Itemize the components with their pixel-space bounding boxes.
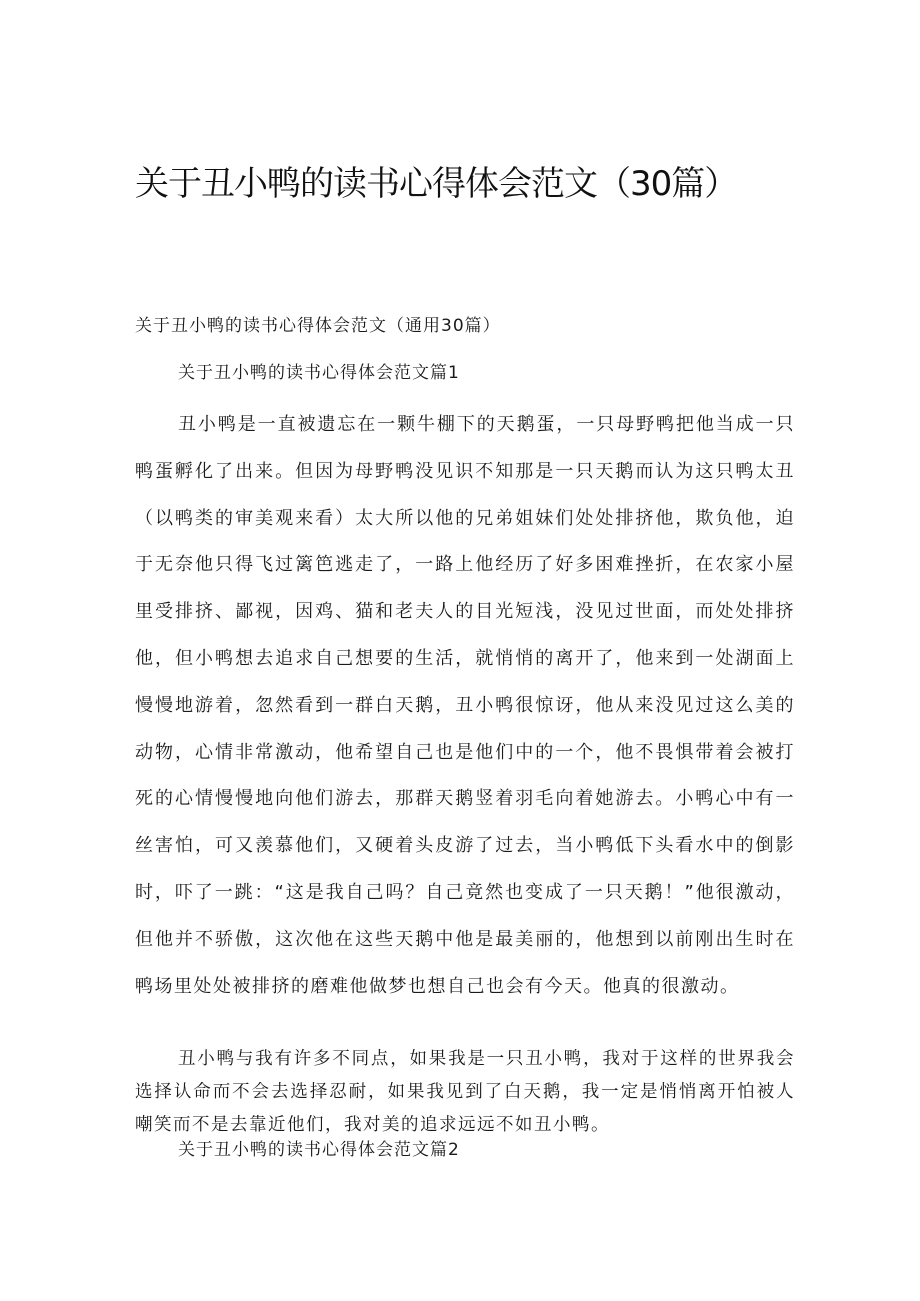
paragraph-1: 丑小鸭是一直被遗忘在一颗牛棚下的天鹅蛋，一只母野鸭把他当成一只鸭蛋孵化了出来。但因为母野鸭没见识不知那是一只天鹅而认为这只鸭太丑（以鸭类的审美观来看）太大所以他的兄弟姐妹们处处排挤他，欺负他，迫于无奈他只得飞过篱笆逃走了，一路上他经历了好多困难挫折，在农家小屋里受排挤、鄙视，因鸡、猫和老夫人的目光短浅，没见过世面，而处处排挤他，但小鸭想去追求自己想要的生活，就悄悄的离开了，他来到一处湖面上慢慢地游着，忽然看到一群白天鹅，丑小鸭很惊讶，他从来没见过这么美的动物，心情非常激动，他希望自己也是他们中的一个，他不畏惧带着会被打死的心情慢慢地向他们游去，那群天鹅竖着羽毛向着她游去。小鸭心中有一丝害怕，可又羡慕他们，又硬着头皮游了过去，当小鸭低下头看水中的倒影时，吓了一跳：“这是我自己吗？自己竟然也变成了一只天鹅！”他很激动，但他并不骄傲，这次他在这些天鹅中他是最美丽的，他想到以前刚出生时在鸭场里处处被排挤的磨难他做梦也想自己也会有今天。他真的很激动。 <box>135 414 795 997</box>
section-heading-1: 关于丑小鸭的读书心得体会范文篇1 <box>178 363 460 383</box>
paragraph-2: 丑小鸭与我有许多不同点，如果我是一只丑小鸭，我对于这样的世界我会选择认命而不会去选择忍耐，如果我见到了白天鹅，我一定是悄悄离开怕被人嘲笑而不是去靠近他们，我对美的追求远远不如丑小鸭。 <box>135 1049 795 1135</box>
section-heading-2: 关于丑小鸭的读书心得体会范文篇2 <box>178 1140 460 1160</box>
document-subtitle: 关于丑小鸭的读书心得体会范文（通用30篇） <box>135 316 501 336</box>
document-title: 关于丑小鸭的读书心得体会范文（30篇） <box>135 164 738 204</box>
